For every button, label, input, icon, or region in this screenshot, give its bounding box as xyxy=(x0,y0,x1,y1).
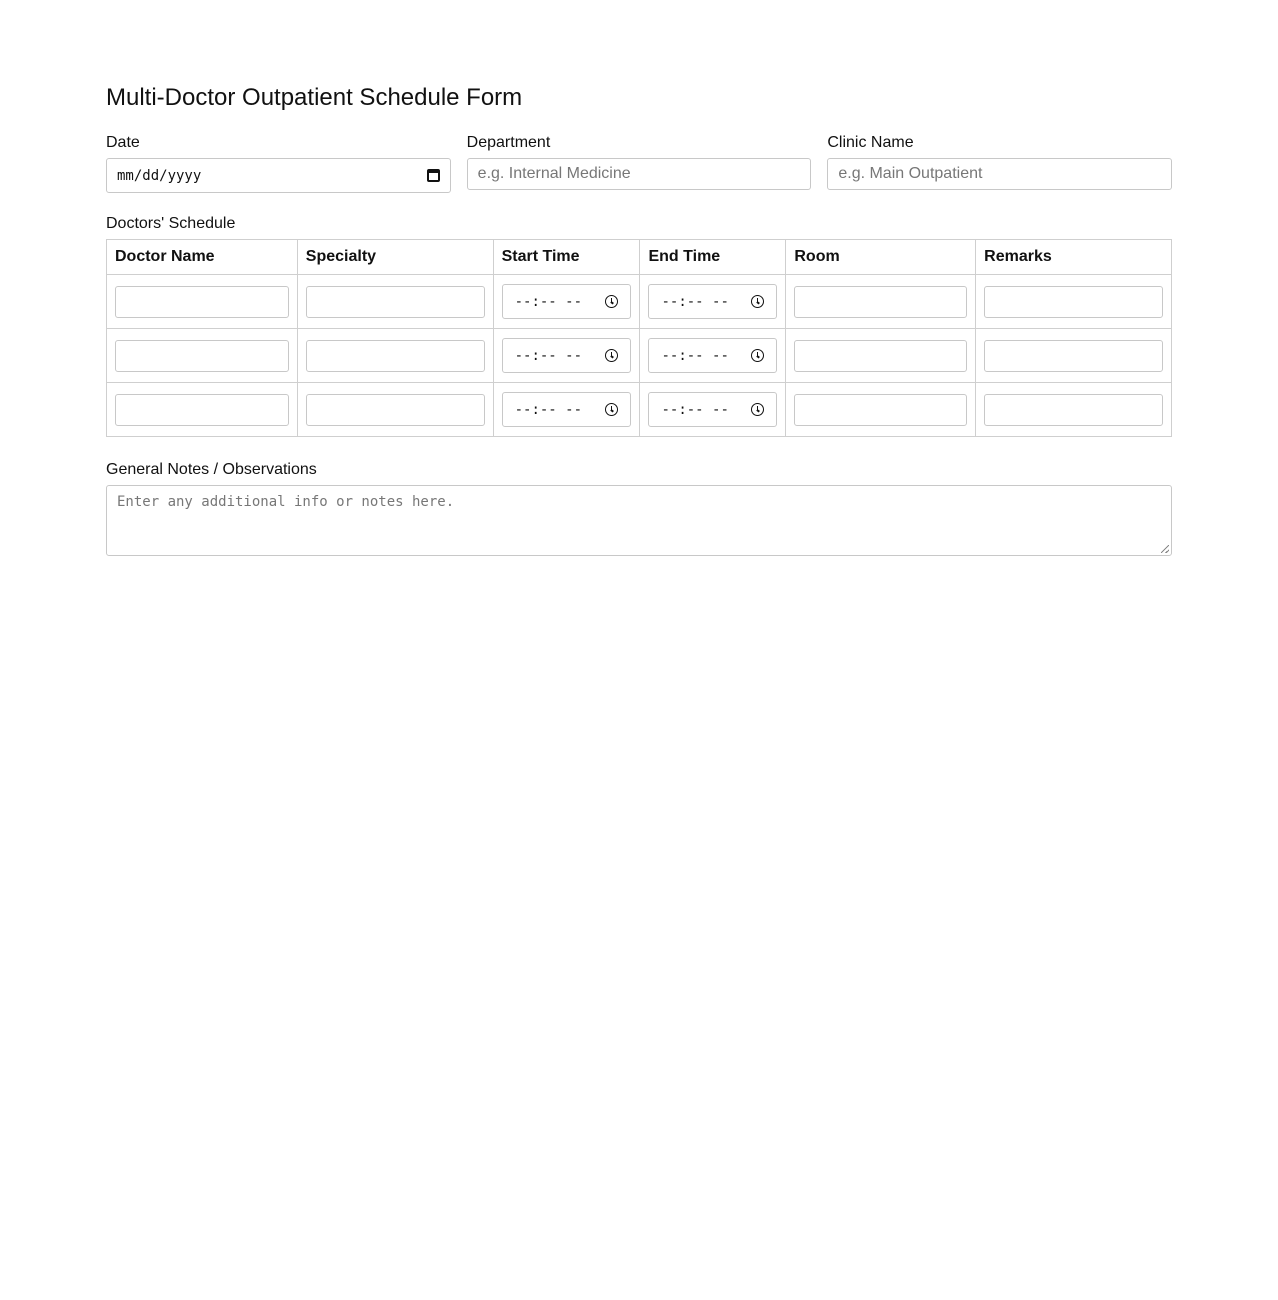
column-header-end-time: End Time xyxy=(640,240,786,275)
remarks-input[interactable] xyxy=(984,286,1163,318)
clinic-placeholder: e.g. Main Outpatient xyxy=(838,165,983,182)
cell xyxy=(640,329,786,383)
cell xyxy=(107,329,298,383)
column-header-start-time: Start Time xyxy=(493,240,640,275)
start-time-input[interactable] xyxy=(502,392,632,427)
clinic-input[interactable] xyxy=(827,158,1172,190)
column-header-room: Room xyxy=(786,240,976,275)
clock-icon[interactable] xyxy=(605,403,618,416)
cell xyxy=(297,275,493,329)
department-field-group xyxy=(467,134,812,193)
remarks-input[interactable] xyxy=(984,394,1163,426)
department-input[interactable] xyxy=(467,158,812,190)
room-input[interactable] xyxy=(794,394,967,426)
schedule-form xyxy=(106,82,1172,556)
clock-icon[interactable] xyxy=(751,349,764,362)
notes-textarea[interactable] xyxy=(106,485,1172,556)
column-header-doctor-name: Doctor Name xyxy=(107,240,298,275)
time-placeholder: --:-- -- xyxy=(661,347,729,364)
date-input[interactable] xyxy=(106,158,451,193)
calendar-icon[interactable] xyxy=(427,169,440,182)
specialty-input[interactable] xyxy=(306,286,485,318)
cell xyxy=(107,383,298,437)
clock-icon[interactable] xyxy=(605,349,618,362)
resize-handle-icon[interactable] xyxy=(1161,545,1169,553)
start-time-input[interactable] xyxy=(502,338,632,373)
cell xyxy=(297,383,493,437)
cell xyxy=(786,383,976,437)
specialty-input[interactable] xyxy=(306,340,485,372)
date-label: Date xyxy=(106,134,140,151)
cell xyxy=(493,275,640,329)
cell xyxy=(976,383,1172,437)
date-placeholder: mm/dd/yyyy xyxy=(117,167,202,184)
cell xyxy=(297,329,493,383)
page-title: Multi-Doctor Outpatient Schedule Form xyxy=(106,84,523,111)
end-time-input[interactable] xyxy=(648,284,777,319)
header-fields xyxy=(106,134,1172,193)
cell xyxy=(107,275,298,329)
department-placeholder: e.g. Internal Medicine xyxy=(477,165,631,182)
room-input[interactable] xyxy=(794,340,967,372)
specialty-input[interactable] xyxy=(306,394,485,426)
cell xyxy=(640,275,786,329)
column-header-specialty: Specialty xyxy=(297,240,493,275)
cell xyxy=(640,383,786,437)
cell xyxy=(786,329,976,383)
cell xyxy=(493,329,640,383)
table-header-row xyxy=(107,240,1172,275)
department-label: Department xyxy=(466,134,551,151)
notes-label: General Notes / Observations xyxy=(106,461,317,478)
time-placeholder: --:-- -- xyxy=(514,401,583,418)
clock-icon[interactable] xyxy=(605,295,618,308)
end-time-input[interactable] xyxy=(648,338,777,373)
time-placeholder: --:-- -- xyxy=(514,293,583,310)
table-row xyxy=(107,383,1172,437)
cell xyxy=(976,329,1172,383)
cell xyxy=(976,275,1172,329)
clinic-field-group xyxy=(827,134,1172,193)
clock-icon[interactable] xyxy=(751,403,764,416)
column-header-remarks: Remarks xyxy=(976,240,1172,275)
clock-icon[interactable] xyxy=(751,295,764,308)
time-placeholder: --:-- -- xyxy=(661,401,729,418)
end-time-input[interactable] xyxy=(648,392,777,427)
schedule-label: Doctors' Schedule xyxy=(106,215,236,232)
time-placeholder: --:-- -- xyxy=(514,347,583,364)
table-row xyxy=(107,275,1172,329)
schedule-table xyxy=(106,239,1172,437)
doctor-name-input[interactable] xyxy=(115,394,289,426)
table-row xyxy=(107,329,1172,383)
clinic-label: Clinic Name xyxy=(827,134,914,151)
cell xyxy=(493,383,640,437)
doctor-name-input[interactable] xyxy=(115,286,289,318)
doctor-name-input[interactable] xyxy=(115,340,289,372)
room-input[interactable] xyxy=(794,286,967,318)
notes-placeholder: Enter any additional info or notes here. xyxy=(117,494,455,510)
date-field-group xyxy=(106,134,451,193)
time-placeholder: --:-- -- xyxy=(661,293,729,310)
cell xyxy=(786,275,976,329)
remarks-input[interactable] xyxy=(984,340,1163,372)
start-time-input[interactable] xyxy=(502,284,632,319)
